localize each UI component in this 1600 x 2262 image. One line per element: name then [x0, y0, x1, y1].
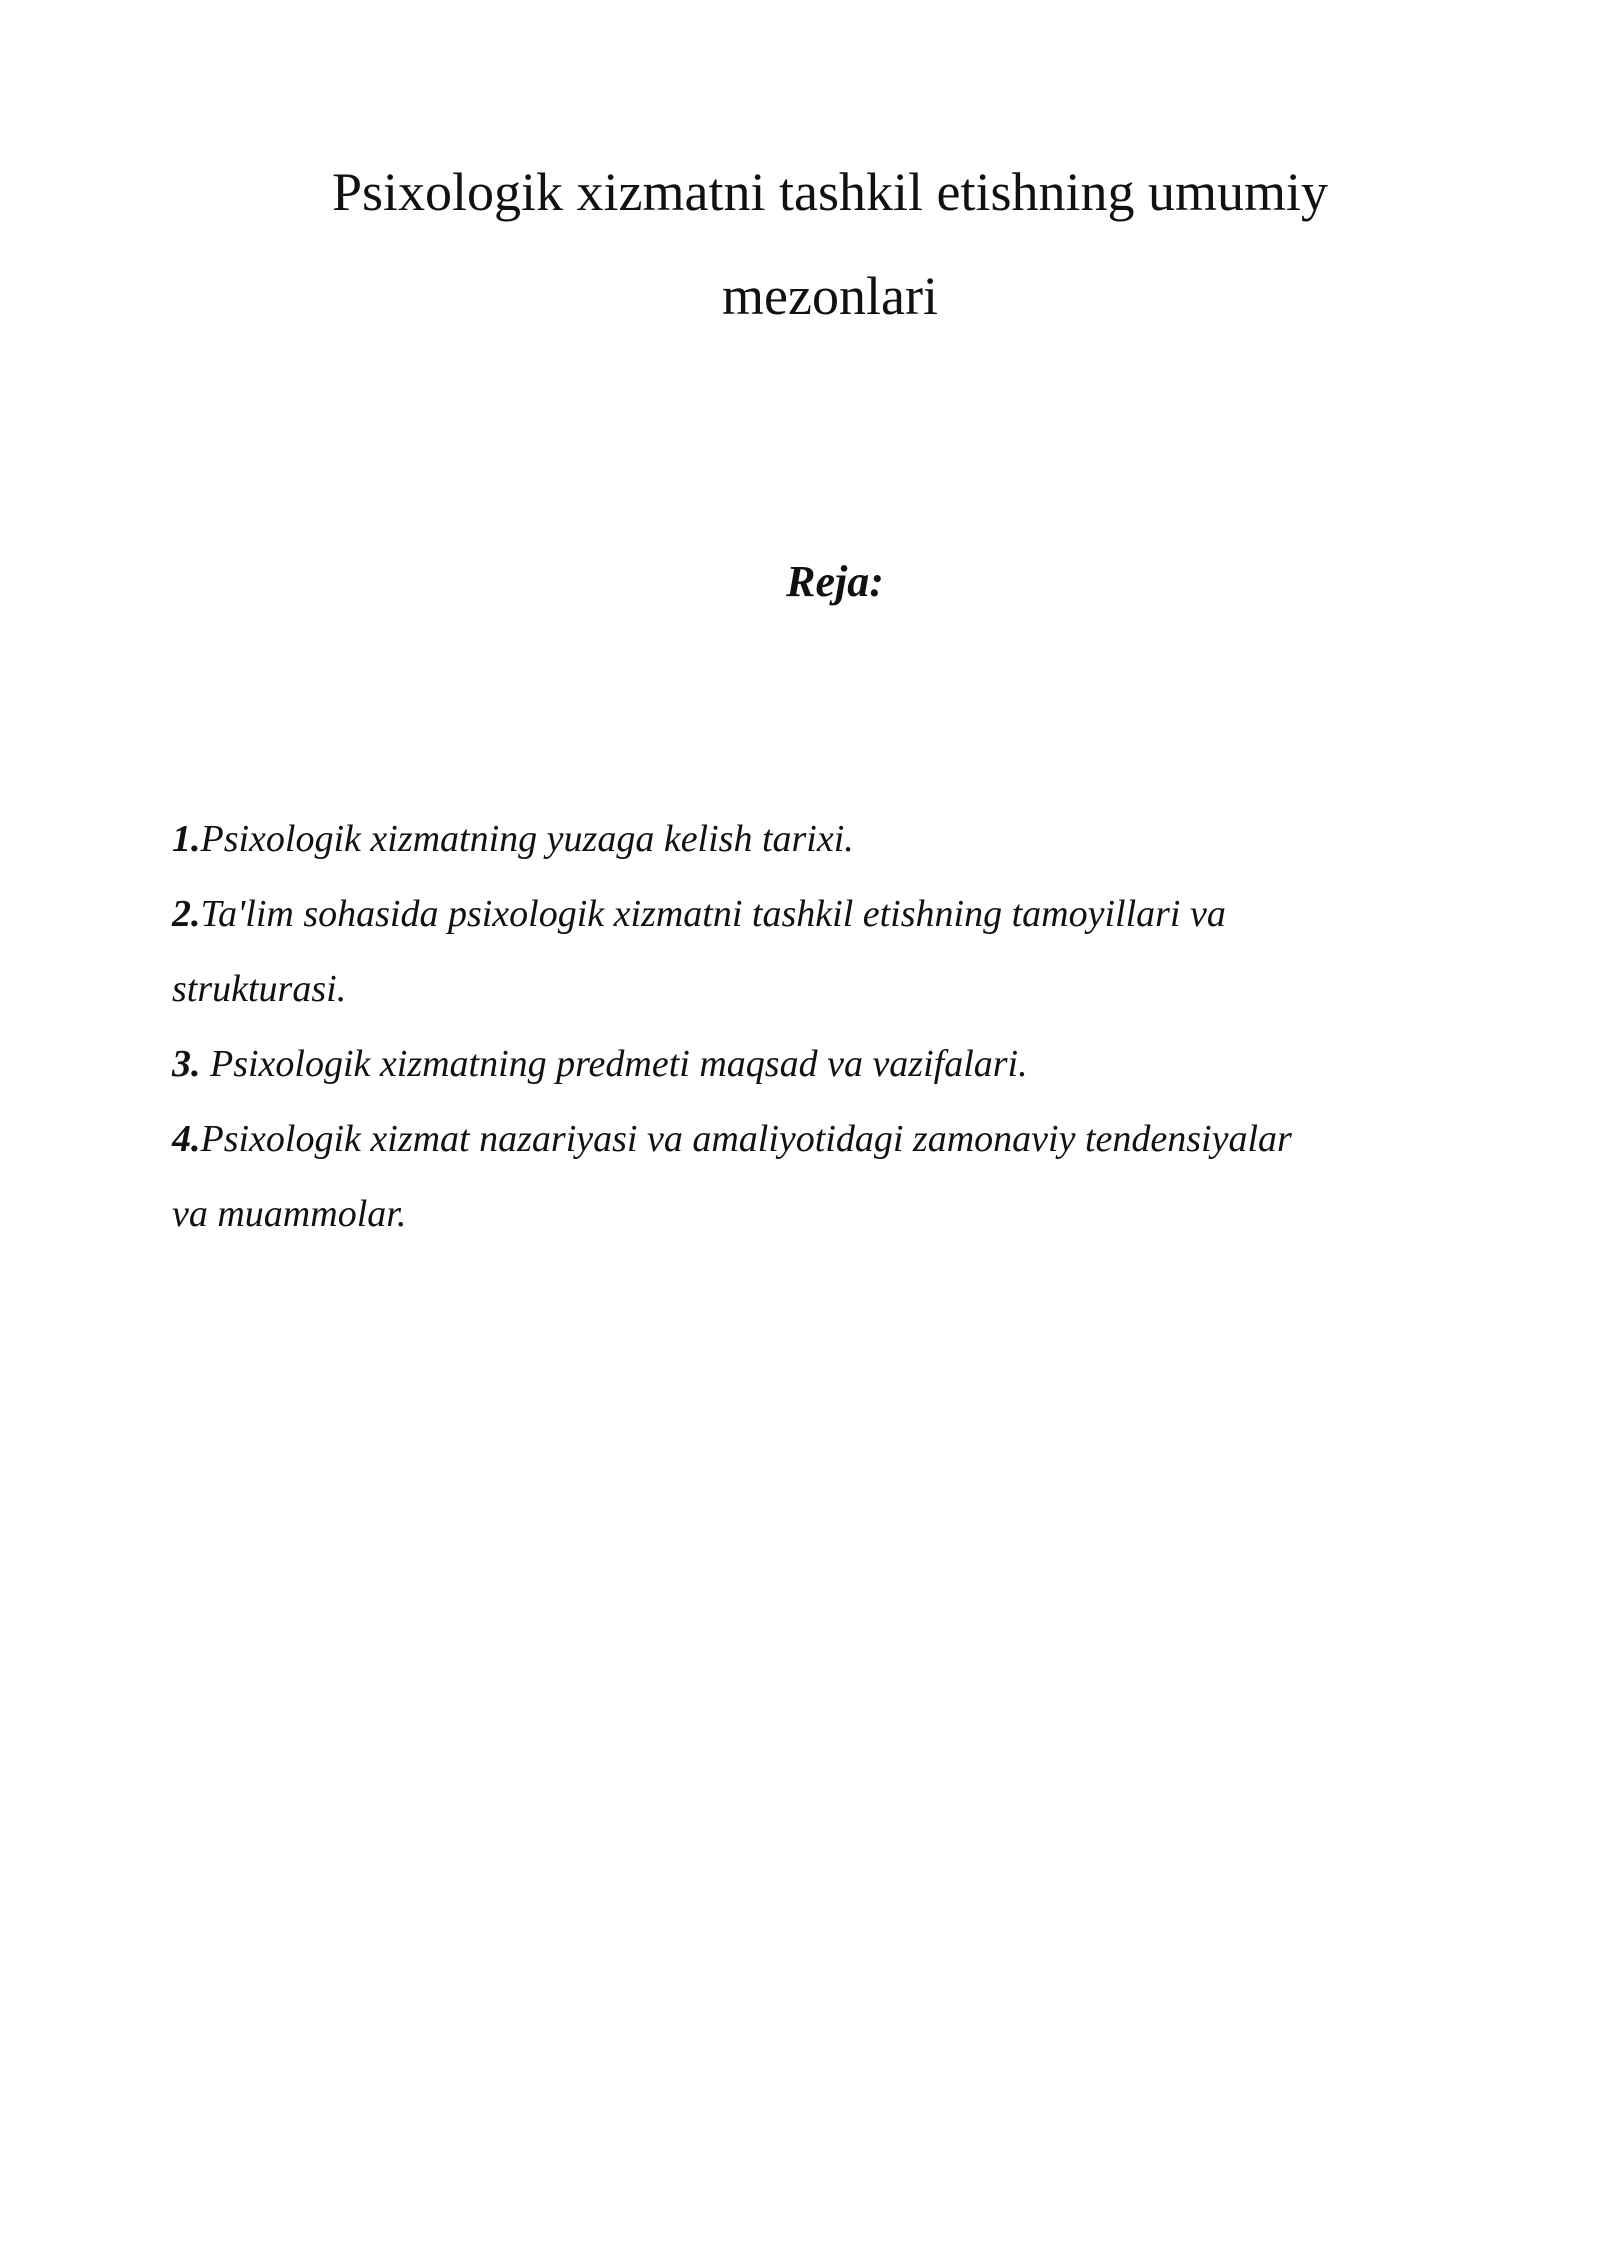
plan-item-2-continuation: strukturasi.	[172, 968, 347, 1010]
plan-item-2	[172, 877, 1482, 952]
plan-item-number: 1.	[172, 818, 201, 860]
plan-item-4-continuation: va muammolar.	[172, 1193, 407, 1235]
plan-item-text: Psixologik xizmat nazariyasi va amaliyotidagi zamonaviy tendensiyalar	[200, 1118, 1292, 1160]
plan-item-4	[172, 1102, 1482, 1177]
plan-item-number: 3.	[172, 1043, 201, 1085]
document-title	[240, 140, 1420, 348]
plan-item-text: Ta'lim sohasida psixologik xizmatni tashkil etishning tamoyillari va	[200, 893, 1226, 935]
plan-item-text: Psixologik xizmatning predmeti maqsad va vazifalari.	[200, 1043, 1028, 1085]
plan-list	[172, 802, 1482, 1252]
plan-item-text: Psixologik xizmatning yuzaga kelish tarixi.	[200, 818, 854, 860]
plan-item-1	[172, 802, 1482, 877]
plan-heading: Reja:	[786, 557, 884, 606]
plan-item-number: 2.	[172, 893, 201, 935]
plan-item-number: 4.	[172, 1118, 201, 1160]
title-line-2: mezonlari	[722, 266, 938, 326]
plan-item-3	[172, 1027, 1482, 1102]
title-line-1: Psixologik xizmatni tashkil etishning umumiy	[332, 162, 1328, 222]
